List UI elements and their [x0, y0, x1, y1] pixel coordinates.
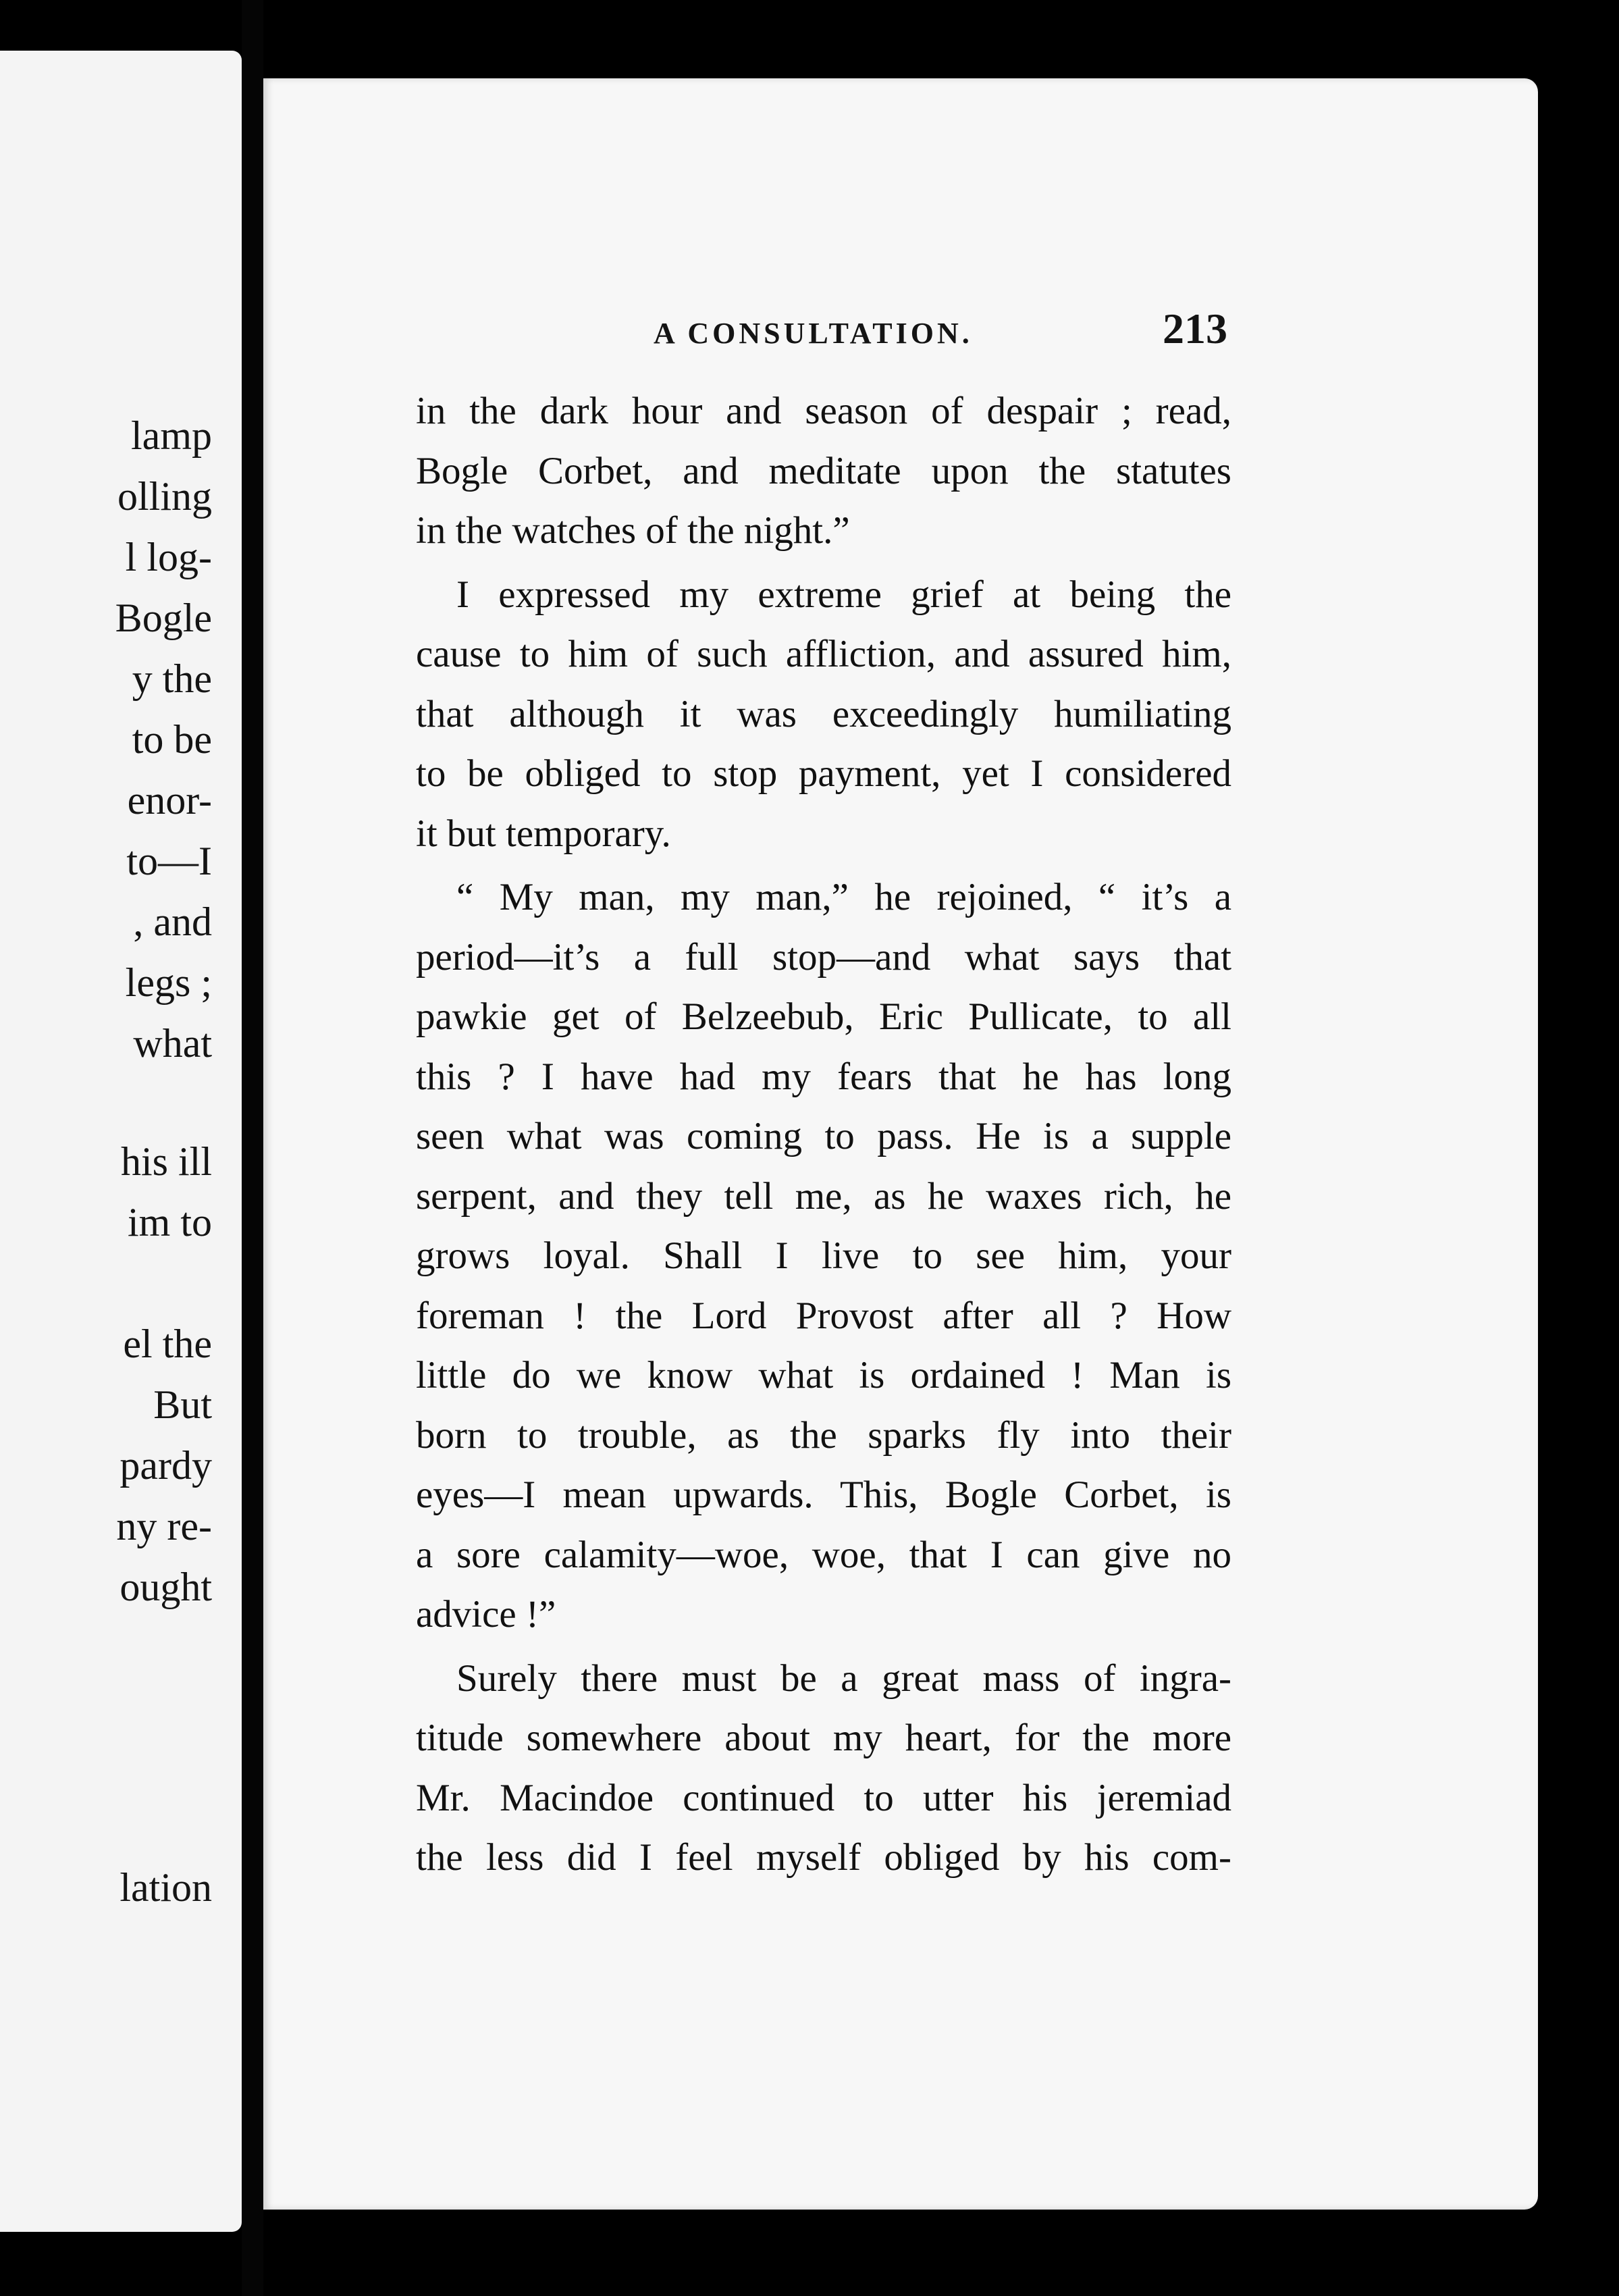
- text-line: born to trouble, as the sparks fly into their: [416, 1413, 1231, 1457]
- text-line: that although it was exceedingly humiliating: [416, 692, 1231, 735]
- page-number: 213: [1163, 305, 1227, 353]
- book-gutter: [242, 0, 263, 2296]
- text-line: this ? I have had my fears that he has long: [416, 1055, 1231, 1098]
- text-line: serpent, and they tell me, as he waxes rich, he: [416, 1174, 1231, 1218]
- text-line: advice !”: [416, 1593, 556, 1636]
- text-line: “ My man, my man,” he rejoined, “ it’s a: [456, 876, 1231, 918]
- facing-page-line: pardy: [120, 1443, 212, 1488]
- text-line: a sore calamity—woe, woe, that I can give no: [416, 1533, 1231, 1576]
- body-text: [416, 382, 1231, 1888]
- text-line: I expressed my extreme grief at being the: [456, 573, 1231, 616]
- facing-page-line: legs ;: [125, 960, 212, 1005]
- facing-page-line: olling: [117, 474, 212, 519]
- facing-page-line: enor-: [127, 778, 212, 823]
- text-line: to be obliged to stop payment, yet I considered: [416, 752, 1231, 795]
- text-line: it but temporary.: [416, 812, 671, 855]
- facing-page-line: his ill: [120, 1139, 212, 1184]
- facing-page-line: l log-: [125, 535, 212, 579]
- text-line: in the watches of the night.”: [416, 509, 850, 552]
- text-line: eyes—I mean upwards. This, Bogle Corbet, is: [416, 1473, 1231, 1516]
- text-line: foreman ! the Lord Provost after all ? How: [416, 1294, 1231, 1337]
- facing-page-line: el the: [123, 1322, 212, 1366]
- facing-page-line: lation: [120, 1865, 212, 1910]
- facing-page-line: But: [153, 1382, 212, 1427]
- text-line: period—it’s a full stop—and what says that: [416, 935, 1231, 979]
- text-line: little do we know what is ordained ! Man is: [416, 1354, 1231, 1397]
- facing-page-line: ought: [120, 1565, 212, 1609]
- facing-page-fragment: [0, 51, 242, 2232]
- facing-page-line: what: [133, 1021, 212, 1066]
- text-line: cause to him of such affliction, and assured him,: [416, 633, 1231, 675]
- text-line: titude somewhere about my heart, for the more: [416, 1717, 1231, 1759]
- facing-page-line: Bogle: [115, 596, 212, 640]
- facing-page-line: lamp: [131, 413, 212, 458]
- text-line: seen what was coming to pass. He is a supple: [416, 1115, 1231, 1157]
- facing-page-line: ny re-: [116, 1504, 212, 1548]
- text-line: the less did I feel myself obliged by his com-: [416, 1836, 1231, 1879]
- text-line: grows loyal. Shall I live to see him, your: [416, 1234, 1231, 1277]
- facing-page-line: im to: [127, 1200, 212, 1245]
- text-line: Bogle Corbet, and meditate upon the statutes: [416, 449, 1231, 492]
- page-edge-shadow: [1538, 78, 1619, 2296]
- facing-page-line: , and: [133, 899, 212, 944]
- facing-page-line: y the: [132, 656, 212, 701]
- facing-page-line: to be: [132, 717, 212, 762]
- text-line: Surely there must be a great mass of ingra-: [456, 1656, 1231, 1700]
- running-head: A CONSULTATION.: [654, 317, 973, 350]
- text-line: Mr. Macindoe continued to utter his jeremiad: [416, 1776, 1231, 1819]
- text-line: pawkie get of Belzeebub, Eric Pullicate, to all: [416, 995, 1231, 1038]
- text-line: in the dark hour and season of despair ; read,: [416, 390, 1231, 432]
- facing-page-line: to—I: [126, 839, 212, 883]
